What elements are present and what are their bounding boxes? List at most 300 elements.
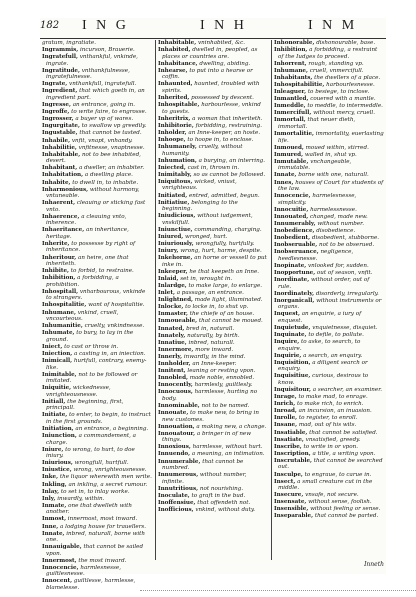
entry-headword: Inobseruable,: [274, 242, 318, 249]
entry-definition: to enter, to begin, to instruct in the first grounds.: [46, 412, 151, 425]
entry-headword: Inopportune,: [274, 269, 316, 276]
entry-definition: that cannot be moued.: [198, 318, 263, 325]
entry-definition: an entrance, a beginning.: [75, 425, 149, 432]
entry-definition: vnthankfull, ingratefull.: [69, 81, 137, 88]
entry-definition: dwelled in, peopled, as places or countries are.: [162, 47, 258, 60]
entry-definition: that cannot be numbred.: [162, 458, 244, 471]
entry-definition: hurtfull, contrary, enemy-like.: [46, 358, 147, 371]
entry-headword: Inhabitants,: [274, 74, 313, 81]
entry-headword: Inroad,: [274, 408, 297, 415]
dictionary-entry: [42, 460, 152, 467]
entry-headword: Innocencie,: [274, 193, 311, 200]
entry-headword: Inhonorable,: [274, 40, 315, 46]
entry-definition: the liquor wherewith men write.: [59, 474, 152, 481]
entry-headword: Inlaid,: [158, 275, 179, 282]
dictionary-entry: [274, 103, 384, 110]
entry-definition: a meaning, an intimation.: [191, 451, 265, 458]
entry-definition: an heire, one that inheriteth.: [46, 254, 129, 268]
entry-definition: houses of Court for students of the law.: [278, 179, 384, 192]
entry-definition: a bringer in of new things.: [162, 430, 252, 444]
entry-headword: Inne,: [42, 523, 59, 530]
dictionary-entry: [42, 372, 152, 385]
entry-headword: Innately,: [158, 332, 186, 339]
dictionary-entry: [274, 152, 384, 159]
entry-definition: wrongfully, hurtfully.: [195, 240, 255, 247]
entry-definition: out of season, vnfit.: [316, 269, 373, 276]
entry-definition: negligence, heedlesnesse.: [278, 249, 354, 262]
entry-headword: Inoffensiue,: [158, 499, 196, 506]
dictionary-entry: [158, 116, 268, 123]
dictionary-entry: [274, 325, 384, 332]
entry-headword: Inobedience,: [274, 227, 315, 234]
dictionary-entry: [158, 486, 268, 493]
entry-headword: Initiatiue,: [158, 199, 190, 206]
dictionary-entry: [274, 68, 384, 75]
dictionary-entry: [274, 353, 384, 360]
entry-definition: to write in or vpon.: [303, 443, 358, 450]
entry-definition: vnquietnesse, disquiet.: [312, 324, 378, 331]
entry-definition: that offendeth not.: [197, 499, 251, 506]
dictionary-entry: [158, 347, 268, 354]
dictionary-entry: [158, 403, 268, 410]
dictionary-entry: [158, 123, 268, 130]
entry-definition: a making new, a change.: [196, 423, 267, 430]
entry-headword: Inordinately,: [274, 290, 315, 297]
entry-definition: to cast or throw in.: [64, 343, 119, 350]
entry-definition: to bury, to lay in the ground.: [46, 330, 134, 343]
entry-definition: wrong, vnrighteousnesse.: [73, 467, 147, 474]
dictionary-entry: [42, 138, 152, 145]
entry-headword: Inquest,: [274, 311, 300, 318]
dictionary-entry: [274, 373, 384, 386]
entry-headword: Innominable,: [158, 402, 200, 409]
scan-edge-rule: [140, 590, 416, 591]
entry-headword: Ingustable,: [42, 130, 78, 137]
dictionary-entry: [158, 382, 268, 389]
entry-definition: harmlesse, hurting no body.: [162, 389, 258, 402]
entry-headword: Iniunctiue,: [158, 226, 193, 233]
entry-headword: Ingroffe,: [42, 109, 70, 116]
dictionary-entry: [158, 227, 268, 234]
entry-definition: without harmony, vntuneable.: [46, 186, 140, 200]
entry-headword: Inheritour,: [42, 254, 77, 261]
entry-headword: Inhumate,: [42, 330, 75, 337]
entry-definition: to make rich, to enrich.: [296, 401, 364, 408]
entry-definition: harmlesse, without hurt.: [192, 444, 263, 451]
dictionary-entry: [158, 144, 268, 157]
entry-headword: Inhabitant,: [42, 165, 78, 172]
entry-headword: Inhaerent,: [42, 200, 76, 207]
dictionary-entry: [274, 472, 384, 479]
dictionary-entry: [158, 389, 268, 402]
entry-headword: Ingurgitate,: [42, 123, 80, 130]
entry-headword: Inquirie,: [274, 352, 302, 359]
entry-headword: Inhumane,: [274, 67, 308, 74]
entry-definition: to put into a hearse or coffin.: [162, 67, 253, 81]
dictionary-entry: [274, 298, 384, 311]
entry-headword: Inhibitorie,: [158, 122, 194, 129]
dictionary-entry: [158, 102, 268, 115]
entry-definition: without sense, foolish.: [308, 499, 372, 506]
dictionary-entry: [274, 263, 384, 270]
dictionary-entry: [158, 269, 268, 276]
dictionary-entry: [42, 496, 152, 503]
entry-definition: moued within, stirred.: [305, 144, 369, 151]
entry-definition: that cannot be sailed vpon.: [46, 544, 144, 557]
dictionary-entry: [42, 88, 152, 101]
dictionary-entry: [158, 375, 268, 382]
entry-headword: Innocencie,: [42, 564, 79, 571]
entry-definition: mad, out of his wits.: [298, 422, 357, 429]
entry-headword: Inharmonious,: [42, 186, 89, 193]
entry-headword: Innouatour,: [158, 430, 196, 437]
entry-headword: Iniection,: [42, 350, 73, 357]
entry-headword: Iniure,: [42, 446, 64, 453]
entry-definition: a forbidding, a restraint of the Iudges to proceed.: [278, 47, 378, 60]
dictionary-entry: [274, 458, 384, 471]
entry-headword: Iniquitie,: [42, 385, 72, 392]
dictionary-entry: [42, 516, 152, 523]
entry-headword: Innoxious,: [158, 444, 191, 451]
entry-headword: Innatiue,: [158, 339, 187, 346]
dictionary-entry: [274, 492, 384, 499]
dictionary-entry: [274, 235, 384, 242]
entry-headword: Inquisitour,: [274, 386, 311, 393]
dictionary-entry: [274, 82, 384, 89]
entry-headword: Inlay,: [42, 488, 60, 495]
entry-headword: Inopinate,: [274, 262, 307, 269]
dictionary-entry: [158, 472, 268, 485]
entry-headword: Inquire,: [274, 339, 300, 346]
entry-headword: Inholder,: [158, 129, 187, 136]
entry-definition: harbourlesnesse.: [326, 81, 375, 88]
entry-definition: possessed by descent.: [191, 94, 254, 101]
entry-definition: a lodging house for trauellers.: [60, 523, 147, 530]
entry-headword: Inlocke,: [158, 304, 184, 311]
dictionary-entry: [42, 524, 152, 531]
dictionary-entry: [42, 130, 152, 137]
entry-headword: Innocuitie,: [274, 206, 309, 213]
entry-definition: not to be obserued.: [319, 242, 375, 249]
column-left: [42, 40, 152, 591]
entry-definition: an inheritance, heritage.: [46, 227, 129, 240]
entry-headword: Inmost,: [42, 516, 67, 523]
entry-headword: Inheritrix,: [158, 115, 191, 122]
dictionary-entry: [158, 165, 268, 172]
dictionary-entry: [274, 172, 384, 179]
entry-headword: Initiall,: [42, 398, 66, 405]
entry-headword: Inherite,: [42, 240, 70, 247]
dictionary-entry: [42, 54, 152, 67]
entry-definition: harbourlesse, vnkind to guests.: [162, 102, 261, 115]
dictionary-entry: [274, 506, 384, 513]
entry-headword: Inhabitable,: [158, 40, 197, 46]
dictionary-entry: [158, 311, 268, 318]
entry-headword: Inhospitall,: [42, 288, 79, 295]
entry-definition: entred, admitted, begun.: [188, 192, 260, 199]
entry-headword: Iniected,: [158, 164, 186, 171]
entry-headword: Inhearse,: [158, 67, 188, 74]
entry-headword: Inkeeper,: [158, 268, 188, 275]
entry-definition: the chiefe of an house.: [189, 311, 255, 318]
dictionary-entry: [158, 40, 268, 47]
entry-definition: a cleauing vnto, inherence.: [46, 213, 127, 227]
dictionary-entry: [42, 47, 152, 54]
dictionary-entry: [42, 81, 152, 88]
dictionary-entry: [158, 297, 268, 304]
entry-headword: Initiate,: [42, 412, 68, 419]
entry-definition: not to be followed or imitated.: [46, 371, 138, 385]
dictionary-entry: [158, 61, 268, 68]
entry-definition: an incursion, an inuasion.: [298, 408, 372, 415]
entry-definition: set in, wrought in.: [180, 275, 233, 282]
dictionary-entry: [274, 408, 384, 415]
entry-definition: an horne or vessell to put inke in.: [162, 255, 267, 268]
entry-definition: to defile, to pollute.: [308, 332, 364, 338]
entry-definition: bred in, naturall.: [186, 325, 235, 332]
entry-headword: Inhospitalitie,: [42, 302, 87, 309]
entry-definition: immortality, euerlasting life.: [278, 131, 384, 144]
dictionary-entry: [274, 131, 384, 144]
entry-headword: Innouated,: [274, 213, 309, 220]
dictionary-entry: [158, 248, 268, 255]
entry-headword: Inquinate,: [274, 332, 307, 338]
dictionary-entry: [274, 277, 384, 290]
entry-definition: vnsafe, not secure.: [305, 492, 359, 499]
dictionary-entry: [42, 474, 152, 481]
dictionary-entry: [42, 68, 152, 81]
entry-definition: to wrong, to hurt, to doe iniury.: [46, 446, 135, 460]
entry-definition: not to bee inhabited, desert.: [46, 151, 141, 165]
entry-definition: borne with one, naturall.: [298, 172, 369, 179]
dictionary-entry: [42, 227, 152, 240]
dictionary-entry: [42, 165, 152, 172]
dictionary-entry: [158, 179, 268, 192]
entry-headword: Inimicall,: [42, 358, 73, 364]
dictionary-entry: [274, 291, 384, 298]
entry-definition: naturally, by birth.: [187, 332, 240, 339]
entry-headword: Inhospitable,: [158, 102, 200, 109]
entry-headword: Innerly,: [158, 353, 183, 360]
dictionary-entry: [42, 358, 152, 371]
dictionary-entry: [42, 565, 152, 578]
entry-headword: Innermost,: [42, 557, 77, 564]
entry-headword: Inhumane,: [42, 309, 76, 316]
dictionary-entry: [274, 387, 384, 394]
entry-headword: Insensate,: [274, 499, 307, 506]
entry-definition: cruell, vnmercifull.: [309, 67, 364, 74]
dictionary-entry: [42, 531, 152, 544]
entry-definition: a searcher, an examiner.: [312, 386, 383, 393]
dictionary-entry: [42, 544, 152, 557]
dictionary-entry: [158, 444, 268, 451]
entry-definition: without iudgement, vnskilfull.: [162, 213, 253, 226]
dictionary-entry: [158, 200, 268, 213]
dictionary-entry: [158, 255, 268, 268]
entry-headword: Inrolle,: [274, 415, 298, 422]
dictionary-entry: [42, 412, 152, 425]
dictionary-entry: [158, 368, 268, 375]
dictionary-entry: [42, 399, 152, 412]
entry-definition: vnkind, without duty.: [195, 506, 256, 513]
entry-headword: Inlightned,: [158, 297, 193, 304]
entry-headword: Inmate,: [42, 502, 67, 509]
dictionary-entry: [274, 96, 384, 103]
entry-headword: Innocuous,: [158, 389, 193, 396]
entry-headword: Inhaerence,: [42, 213, 80, 220]
entry-definition: to set in, to inlay worke.: [60, 488, 130, 495]
dictionary-entry: [158, 493, 268, 500]
dictionary-entry: [158, 410, 268, 423]
entry-definition: wronged, hurt.: [185, 233, 228, 240]
dictionary-entry: [42, 152, 152, 165]
entry-headword: Inmercifull,: [274, 110, 312, 117]
entry-definition: walled in, shut vp.: [304, 151, 357, 158]
dictionary-entry: [274, 242, 384, 249]
entry-headword: Inhabile,: [42, 137, 71, 144]
dictionary-entry: [42, 40, 152, 47]
dictionary-entry: [158, 276, 268, 283]
entry-headword: Innumerably,: [274, 220, 316, 227]
dictionary-entry: [158, 507, 268, 514]
entry-definition: the dwellers of a place.: [314, 74, 381, 81]
entry-definition: wrong, hurt, harme, despite.: [180, 248, 262, 255]
entry-definition: without number.: [317, 220, 365, 227]
entry-definition: to possesse by right of inheritance.: [46, 240, 136, 254]
entry-definition: that cannot be tasted.: [79, 130, 142, 137]
entry-definition: a dweller, an inhabiter.: [79, 165, 145, 172]
dictionary-entry: [274, 332, 384, 339]
entry-headword: Inkling,: [42, 481, 67, 488]
dictionary-entry: [158, 130, 268, 137]
entry-headword: Inhabited,: [158, 47, 191, 54]
dictionary-page: [40, 18, 386, 591]
entry-headword: Inimitable,: [42, 371, 77, 378]
entry-headword: Inobseruance,: [274, 249, 319, 256]
dictionary-entry: [42, 351, 152, 358]
entry-definition: that cannot be parted.: [314, 513, 379, 520]
entry-headword: Iniuriously,: [158, 240, 194, 247]
dictionary-entry: [274, 401, 384, 408]
entry-definition: that neuer dieth, immortall.: [278, 117, 356, 130]
dictionary-entry: [158, 137, 268, 144]
entry-headword: Ingrate,: [42, 81, 68, 88]
dictionary-entry: [42, 330, 152, 343]
dictionary-entry: [42, 482, 152, 489]
entry-definition: an inkling, a secret rumour.: [68, 481, 148, 488]
dictionary-entry: [158, 340, 268, 347]
entry-headword: Inmutable,: [274, 158, 309, 165]
dictionary-entry: [274, 430, 384, 437]
entry-definition: without mercy, cruell.: [313, 110, 375, 117]
entry-definition: wrongfull, hurtfull.: [74, 460, 129, 467]
entry-headword: Iniury,: [158, 248, 179, 255]
entry-headword: Inkehorne,: [158, 255, 193, 262]
entry-headword: Inhumation,: [158, 157, 197, 164]
page-number: 182: [40, 20, 60, 31]
dictionary-entry: [42, 323, 152, 330]
entry-definition: a buyer vp of wares.: [75, 116, 134, 123]
entry-definition: vnthankfulnesse, ingratefulnesse.: [46, 67, 130, 81]
entry-headword: Innocent,: [42, 578, 73, 585]
running-head-center: I N H: [200, 18, 247, 33]
entry-definition: a title, a writing vpon.: [312, 450, 376, 457]
entry-headword: Iniustice,: [42, 467, 72, 474]
entry-definition: vnlooked for, sudden.: [308, 262, 369, 269]
entry-headword: Inquietude,: [274, 324, 311, 331]
dictionary-entry: [274, 61, 384, 68]
entry-definition: that which goeth in, an ingredient part.: [46, 88, 145, 101]
dictionary-entry: [42, 109, 152, 116]
entry-definition: cruelty, vnkindnesse.: [84, 323, 145, 330]
dictionary-entry: [42, 310, 152, 323]
entry-headword: Inoculate,: [158, 492, 190, 499]
entry-definition: not nourishing.: [199, 485, 244, 492]
entry-headword: Iniect,: [42, 343, 63, 350]
dictionary-entry: [42, 180, 152, 187]
dictionary-entry: [274, 444, 384, 451]
dictionary-entry: [42, 447, 152, 460]
entry-definition: guiltlesse, harmlesse, blamelesse.: [46, 578, 136, 591]
entry-headword: Inlardge,: [158, 282, 187, 289]
entry-definition: a forbidding, a prohibition.: [46, 275, 119, 288]
entry-headword: Inhibite,: [42, 268, 70, 275]
dictionary-entry: [158, 424, 268, 431]
entry-headword: Inmantled,: [274, 96, 309, 103]
dictionary-entry: [274, 499, 384, 506]
entry-definition: more inward.: [195, 346, 234, 353]
dictionary-entry: [158, 290, 268, 297]
dictionary-entry: [274, 207, 384, 214]
entry-definition: harmelesnesse, simplicity.: [278, 193, 357, 206]
running-head-right: I N M: [308, 18, 358, 33]
entry-definition: that cannot be satisfied.: [309, 429, 378, 436]
entry-headword: Insane,: [274, 422, 298, 429]
entry-headword: Innobled,: [158, 375, 188, 382]
entry-headword: Inofficious,: [158, 506, 194, 513]
dictionary-entry: [42, 102, 152, 109]
entry-definition: vnkind, cruell, vncourteous.: [46, 309, 119, 323]
entry-headword: Inhibition,: [42, 275, 76, 282]
entry-definition: to swallow vp greedily.: [81, 123, 147, 130]
entry-headword: Innholder,: [158, 360, 191, 367]
entry-headword: Insculpe,: [274, 471, 303, 478]
dictionary-entry: [158, 326, 268, 333]
entry-definition: wickednesse, vnrighteousnesse.: [46, 385, 111, 398]
dictionary-entry: [42, 200, 152, 213]
entry-definition: one that dwelleth with another.: [46, 502, 133, 516]
dictionary-entry: [158, 500, 268, 507]
entry-definition: disorderly, irregularly.: [315, 290, 379, 297]
dictionary-entry: [274, 451, 384, 458]
dictionary-entry: [274, 110, 384, 117]
entry-headword: Ingrosser,: [42, 116, 74, 123]
entry-definition: harmlesnesse, guiltlesnesse.: [46, 564, 121, 578]
entry-definition: cast in, thrown in.: [187, 164, 240, 171]
column-middle: [158, 40, 268, 558]
dictionary-entry: [158, 172, 268, 179]
entry-definition: a passage, an entrance.: [176, 290, 244, 297]
dictionary-entry: [274, 180, 384, 193]
entry-headword: Ingredient,: [42, 88, 78, 95]
entry-definition: couered with a mantle.: [310, 96, 376, 103]
entry-definition: a burying, an interring.: [198, 157, 266, 164]
entry-headword: Inmaster,: [158, 311, 189, 318]
entry-headword: Innate,: [42, 530, 65, 537]
entry-definition: curious, desirous to know.: [278, 373, 369, 386]
entry-definition: vnfit, vnapt, vnhandy.: [71, 137, 133, 144]
entry-headword: Inmortalitie,: [274, 131, 314, 138]
